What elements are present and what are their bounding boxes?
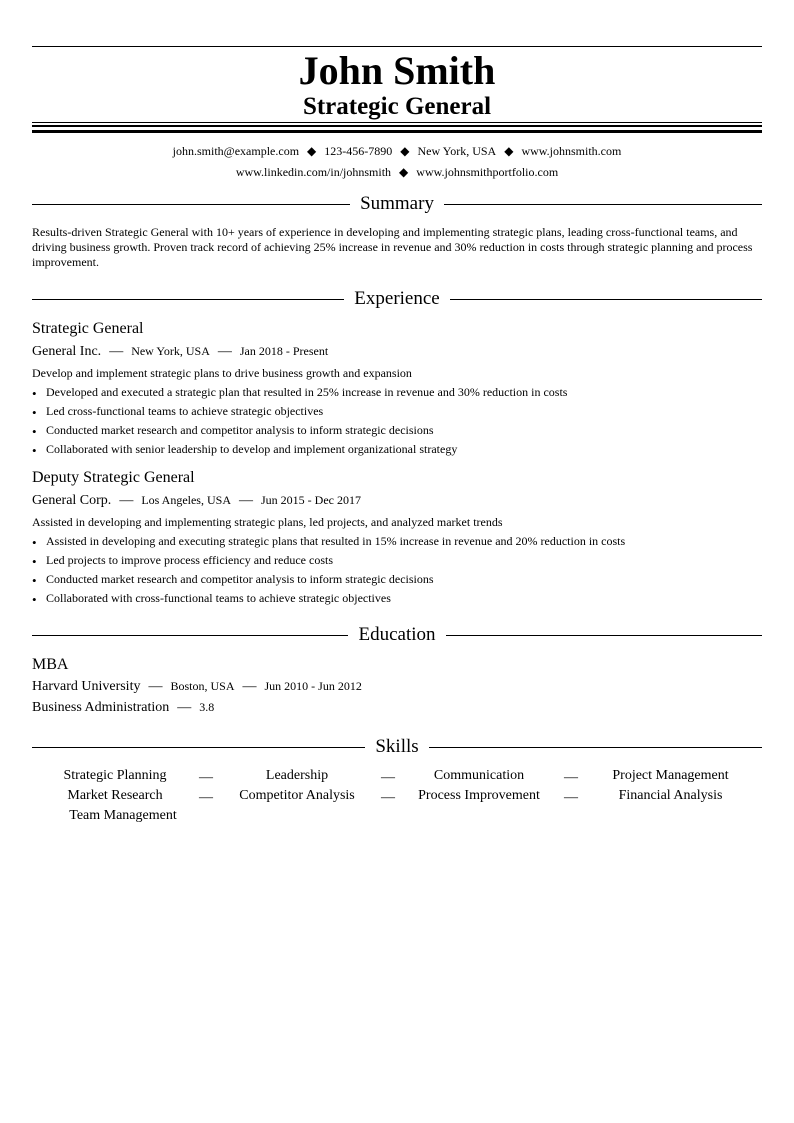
dash-separator: — [199, 790, 213, 805]
skill-item: Team Management [69, 808, 177, 823]
education-field-line [32, 697, 762, 718]
skill-item: Communication [433, 768, 525, 783]
dash-separator: — [242, 679, 257, 694]
summary-title: Summary [360, 193, 434, 214]
job-bullets [32, 383, 762, 459]
candidate-role: Strategic General [302, 93, 492, 120]
education-field: Business Administration [32, 700, 170, 715]
contact-location: New York, USA [417, 144, 497, 158]
education-dates: Jun 2010 - Jun 2012 [264, 679, 362, 693]
summary-heading [32, 192, 762, 216]
education-school: Harvard University [32, 679, 141, 694]
job-entry [32, 319, 762, 459]
skills-title: Skills [375, 736, 419, 757]
contact-email[interactable]: john.smith@example.com [172, 144, 300, 158]
job-title: Deputy Strategic General [32, 469, 195, 486]
skill-item: Competitor Analysis [239, 788, 355, 803]
job-title: Strategic General [32, 320, 144, 337]
skills-row [32, 786, 762, 806]
skill-item: Strategic Planning [63, 768, 167, 783]
dash-separator: — [381, 790, 395, 805]
contact-phone[interactable]: 123-456-7890 [324, 144, 393, 158]
education-gpa: 3.8 [199, 700, 215, 714]
contact-line-1 [32, 143, 762, 159]
list-item: • Collaborated with senior leadership to develop and implement organizational strategy [32, 440, 762, 459]
skill-item: Market Research [67, 788, 163, 803]
skill-item: Financial Analysis [618, 788, 723, 803]
contact-portfolio[interactable]: www.johnsmithportfolio.com [416, 165, 559, 179]
job-description: Develop and implement strategic plans to drive business growth and expansion [32, 366, 412, 380]
list-item: • Led cross-functional teams to achieve strategic objectives [32, 402, 762, 421]
diamond-separator-icon: ◆ [307, 144, 317, 158]
job-location: New York, USA [131, 344, 210, 358]
education-degree: MBA [32, 656, 69, 673]
job-meta [32, 341, 762, 362]
job-meta [32, 490, 762, 511]
list-item: • Conducted market research and competitor analysis to inform strategic decisions [32, 570, 762, 589]
list-item: • Developed and executed a strategic plan that resulted in 25% increase in revenue and 30% reduction in costs [32, 383, 762, 402]
job-company: General Corp. [32, 493, 112, 508]
dash-separator: — [119, 493, 134, 508]
dash-separator: — [217, 344, 232, 359]
education-title: Education [358, 624, 436, 645]
experience-heading [32, 287, 762, 311]
contact-line-2 [32, 164, 762, 180]
contact-website[interactable]: www.johnsmith.com [521, 144, 622, 158]
skills-heading [32, 735, 762, 759]
job-description: Assisted in developing and implementing strategic plans, led projects, and analyzed market trends [32, 515, 503, 529]
diamond-separator-icon: ◆ [399, 165, 409, 179]
dash-separator: — [177, 700, 192, 715]
skills-grid [32, 766, 762, 826]
education-entry [32, 655, 762, 718]
dash-separator: — [199, 770, 213, 785]
top-rule [32, 46, 762, 47]
education-meta [32, 676, 762, 697]
list-item: • Conducted market research and competitor analysis to inform strategic decisions [32, 421, 762, 440]
job-location: Los Angeles, USA [141, 493, 231, 507]
contact-linkedin[interactable]: www.linkedin.com/in/johnsmith [235, 165, 392, 179]
list-item: • Collaborated with cross-functional teams to achieve strategic objectives [32, 589, 762, 608]
diamond-separator-icon: ◆ [400, 144, 410, 158]
dash-separator: — [564, 770, 578, 785]
list-item: • Led projects to improve process efficiency and reduce costs [32, 551, 762, 570]
dash-separator: — [381, 770, 395, 785]
job-dates: Jun 2015 - Dec 2017 [260, 493, 361, 507]
dash-separator: — [109, 344, 124, 359]
candidate-name: John Smith [298, 48, 496, 93]
job-dates: Jan 2018 - Present [239, 344, 329, 358]
job-entry [32, 468, 762, 608]
list-item: • Assisted in developing and executing strategic plans that resulted in 15% increase in revenue and 20% reduction in costs [32, 532, 762, 551]
skills-row [32, 766, 762, 786]
dash-separator: — [238, 493, 253, 508]
dash-separator: — [148, 679, 163, 694]
skills-row [32, 806, 762, 826]
skill-item: Leadership [265, 768, 329, 783]
education-heading [32, 623, 762, 647]
education-location: Boston, USA [170, 679, 235, 693]
dash-separator: — [564, 790, 578, 805]
skill-item: Process Improvement [418, 788, 540, 803]
diamond-separator-icon: ◆ [504, 144, 514, 158]
experience-title: Experience [354, 288, 440, 309]
skill-item: Project Management [612, 768, 729, 783]
header-divider [32, 122, 762, 133]
job-company: General Inc. [32, 344, 102, 359]
summary-text: Results-driven Strategic General with 10+ years of experience in developing and implementing strategic plans, leading cross-functional teams, and driving business growth. Proven track record of achieving 25% increase in revenue and 30% reduction in costs through strategic planning and process improvement. [32, 225, 753, 269]
job-bullets [32, 532, 762, 608]
